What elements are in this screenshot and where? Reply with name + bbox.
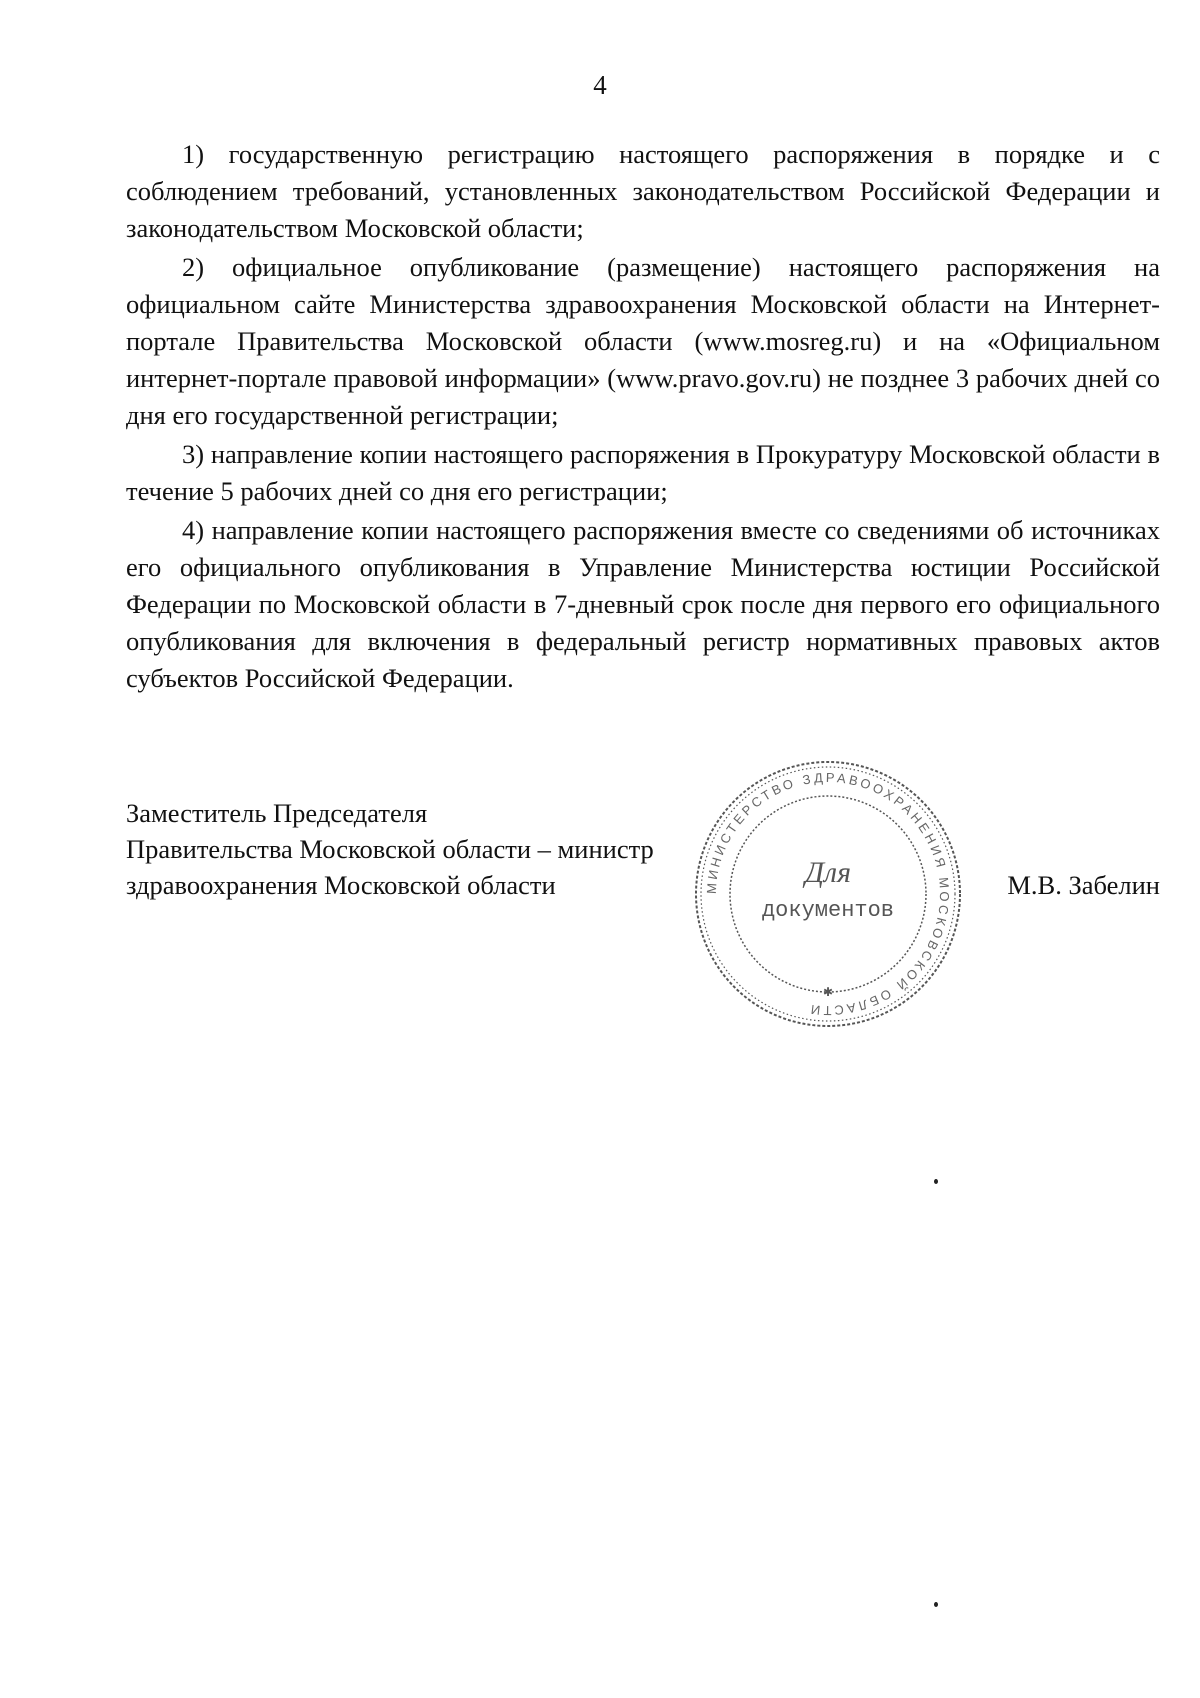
stamp-ring-text: МИНИСТЕРСТВО ЗДРАВООХРАНЕНИЯ МОСКОВСКОЙ ОБЛАСТИ bbox=[703, 769, 953, 1019]
scan-speck bbox=[934, 1602, 938, 1607]
stamp-star: ✱ bbox=[822, 985, 834, 999]
scan-speck bbox=[934, 1179, 938, 1184]
paragraph-2: 2) официальное опубликование (размещение) настоящего распоряжения на официальном сайте Министерства здравоохранения Московской области на Интернет-портале Правительства Московской области (www.mosreg.ru) и на «Официальном интернет-портале правовой информации» (www.pravo.gov.ru) не позднее 3 рабочих дней со дня его государственной регистрации; bbox=[126, 252, 1160, 430]
position-line-3: здравоохранения Московской области bbox=[126, 870, 556, 900]
document-body bbox=[126, 136, 1160, 699]
stamp-center-line-1: Для bbox=[804, 856, 852, 889]
page-number: 4 bbox=[593, 70, 607, 100]
official-stamp bbox=[688, 754, 968, 1034]
position-line-2: Правительства Московской области – министр bbox=[126, 834, 654, 864]
paragraph-1: 1) государственную регистрацию настоящего распоряжения в порядке и с соблюдением требований, установленных законодательством Российской Федерации и законодательством Московской области; bbox=[126, 139, 1160, 243]
signatory-position bbox=[126, 795, 654, 903]
signatory-name: М.В. Забелин bbox=[1007, 870, 1160, 900]
position-line-1: Заместитель Председателя bbox=[126, 798, 428, 828]
stamp-center-line-2: документов bbox=[761, 898, 895, 923]
paragraph-3: 3) направление копии настоящего распоряжения в Прокуратуру Московской области в течение 5 рабочих дней со дня его регистрации; bbox=[126, 439, 1160, 506]
paragraph-4: 4) направление копии настоящего распоряжения вместе со сведениями об источниках его официального опубликования в Управление Министерства юстиции Российской Федерации по Московской области в 7-дневный срок после дня первого его официального опубликования для включения в федеральный регистр нормативных правовых актов субъектов Российской Федерации. bbox=[126, 515, 1160, 693]
